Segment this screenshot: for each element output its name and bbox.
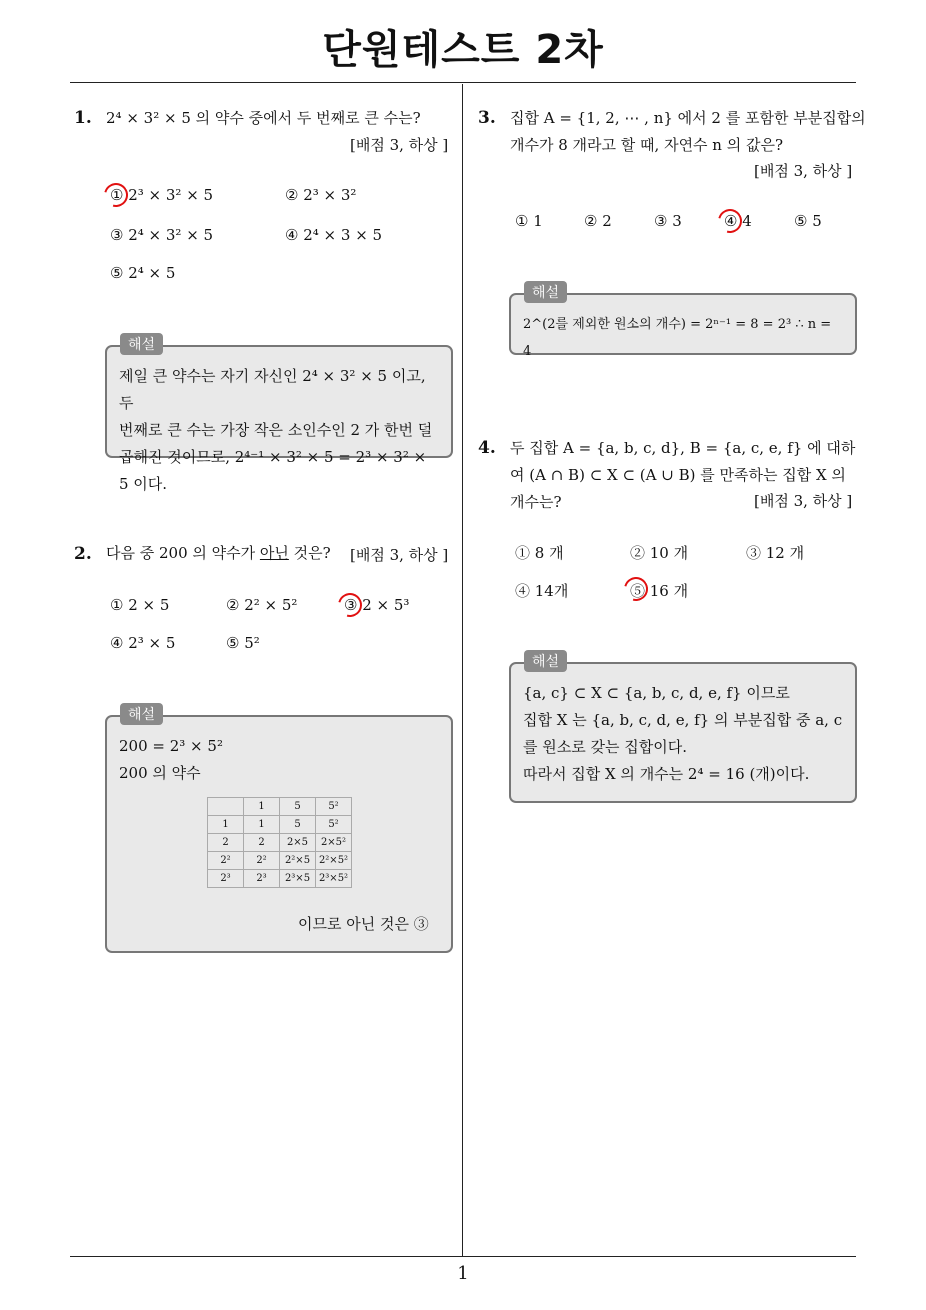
explanation-box: [509, 662, 857, 803]
explanation-line: 곱해진 것이므로, 2⁴⁻¹ × 3² × 5 = 2³ × 3² × 5 이다.: [119, 448, 427, 493]
question-text: 2⁴ × 3² × 5 의 약수 중에서 두 번째로 큰 수는?: [106, 109, 421, 127]
explanation-tag: 해설: [120, 703, 163, 725]
table-cell: 5²: [316, 798, 352, 816]
score-label: [배점 3, 하상 ]: [754, 492, 853, 510]
choice-4[interactable]: ④ 14개: [515, 582, 569, 600]
explanation-line: 200 = 2³ × 5²: [119, 737, 223, 755]
table-cell: 5: [280, 816, 316, 834]
table-cell: 2³: [208, 870, 244, 888]
explanation-line: 를 원소로 갖는 집합이다.: [523, 738, 687, 756]
explanation-box: [105, 345, 453, 493]
choice-5[interactable]: ⑤ 5²: [226, 634, 260, 652]
choice-5[interactable]: ⑤ 16 개: [630, 582, 689, 600]
table-cell: 2²×5²: [316, 852, 352, 870]
table-row: [208, 816, 352, 834]
question-text-line: 집합 A = {1, 2, ⋯ , n} 에서 2 를 포함한 부분집합의: [510, 109, 866, 127]
explanation-tag: 해설: [524, 650, 567, 672]
question-text-line: 두 집합 A = {a, b, c, d}, B = {a, c, e, f} 에 대하: [510, 439, 856, 457]
choice-4[interactable]: ④ 2⁴ × 3 × 5: [285, 226, 383, 244]
explanation-line: 200 의 약수: [119, 764, 201, 782]
explanation-line: 이므로 아닌 것은 ③: [298, 915, 429, 933]
table-cell: 5: [280, 798, 316, 816]
answer-circle-mark: [334, 589, 367, 622]
choice-2[interactable]: ② 2² × 5²: [226, 596, 298, 614]
choice-2[interactable]: ② 2³ × 3²: [285, 186, 357, 204]
explanation-line: {a, c} ⊂ X ⊂ {a, b, c, d, e, f} 이므로: [523, 684, 790, 702]
answer-circle-mark: [714, 205, 747, 238]
question-text-part: 다음 중 200 의 약수가: [106, 544, 260, 562]
table-row: [208, 798, 352, 816]
explanation-tag: 해설: [524, 281, 567, 303]
choice-1[interactable]: ① 2 × 5: [110, 596, 170, 614]
choice-4[interactable]: ④ 2³ × 5: [110, 634, 176, 652]
table-cell: 2: [244, 834, 280, 852]
choice-5[interactable]: ⑤ 2⁴ × 5: [110, 264, 176, 282]
explanation-line: 번째로 큰 수는 가장 작은 소인수인 2 가 한번 덜: [119, 421, 433, 439]
table-cell: 2²: [208, 852, 244, 870]
choice-3[interactable]: ③ 12 개: [746, 544, 805, 562]
bottom-rule: [70, 1256, 856, 1257]
explanation-line: 따라서 집합 X 의 개수는 2⁴ = 16 (개)이다.: [523, 765, 810, 783]
choice-1[interactable]: ① 2³ × 3² × 5: [110, 186, 214, 204]
score-label: [배점 3, 하상 ]: [350, 136, 449, 154]
choice-3[interactable]: ③ 2⁴ × 3² × 5: [110, 226, 214, 244]
table-cell: 2³×5: [280, 870, 316, 888]
column-divider: [462, 84, 463, 1256]
table-cell: 2³×5²: [316, 870, 352, 888]
question-number: 3.: [478, 108, 496, 128]
score-label: [배점 3, 하상 ]: [754, 162, 853, 180]
score-label: [배점 3, 하상 ]: [350, 546, 449, 564]
page-title: 단원테스트 2차: [322, 27, 604, 73]
explanation-line: 집합 X 는 {a, b, c, d, e, f} 의 부분집합 중 a, c: [523, 711, 843, 729]
explanation-tag: 해설: [120, 333, 163, 355]
choice-1[interactable]: ① 1: [515, 212, 543, 230]
explanation-line: 2^(2를 제외한 원소의 개수) = 2ⁿ⁻¹ = 8 = 2³ ∴ n = 4: [523, 317, 832, 359]
page-number: 1: [457, 1263, 469, 1284]
choice-2[interactable]: ② 10 개: [630, 544, 689, 562]
divisor-table: [207, 797, 352, 888]
top-rule: [70, 82, 856, 83]
table-cell: 1: [244, 798, 280, 816]
question-text-part: 것은?: [288, 544, 331, 562]
table-row: [208, 852, 352, 870]
explanation-line: 제일 큰 약수는 자기 자신인 2⁴ × 3² × 5 이고, 두: [119, 367, 426, 412]
answer-circle-mark: [100, 179, 133, 212]
table-cell: 5²: [316, 816, 352, 834]
question-text-line: 개수는?: [510, 493, 562, 511]
question-text-line: 여 (A ∩ B) ⊂ X ⊂ (A ∪ B) 를 만족하는 집합 X 의: [510, 466, 846, 484]
underlined-word: 아닌: [259, 544, 289, 562]
choice-5[interactable]: ⑤ 5: [794, 212, 822, 230]
table-cell: 2×5: [280, 834, 316, 852]
table-cell: 2²: [244, 852, 280, 870]
question-number: 4.: [478, 438, 496, 458]
table-cell: 2×5²: [316, 834, 352, 852]
table-cell: 2: [208, 834, 244, 852]
question-text-line: 개수가 8 개라고 할 때, 자연수 n 의 값은?: [510, 136, 784, 154]
choice-4[interactable]: ④ 4: [724, 212, 752, 230]
table-cell: [208, 798, 244, 816]
question-number: 1.: [74, 108, 92, 128]
table-cell: 2³: [244, 870, 280, 888]
choice-1[interactable]: ① 8 개: [515, 544, 564, 562]
choice-3[interactable]: ③ 3: [654, 212, 682, 230]
question-number: 2.: [74, 544, 92, 564]
table-cell: 2²×5: [280, 852, 316, 870]
choice-2[interactable]: ② 2: [584, 212, 612, 230]
table-row: [208, 834, 352, 852]
question-text: [510, 105, 866, 159]
question-text: [106, 540, 331, 567]
choice-3[interactable]: ③ 2 × 5³: [344, 596, 410, 614]
table-row: [208, 870, 352, 888]
table-cell: 1: [244, 816, 280, 834]
table-cell: 1: [208, 816, 244, 834]
